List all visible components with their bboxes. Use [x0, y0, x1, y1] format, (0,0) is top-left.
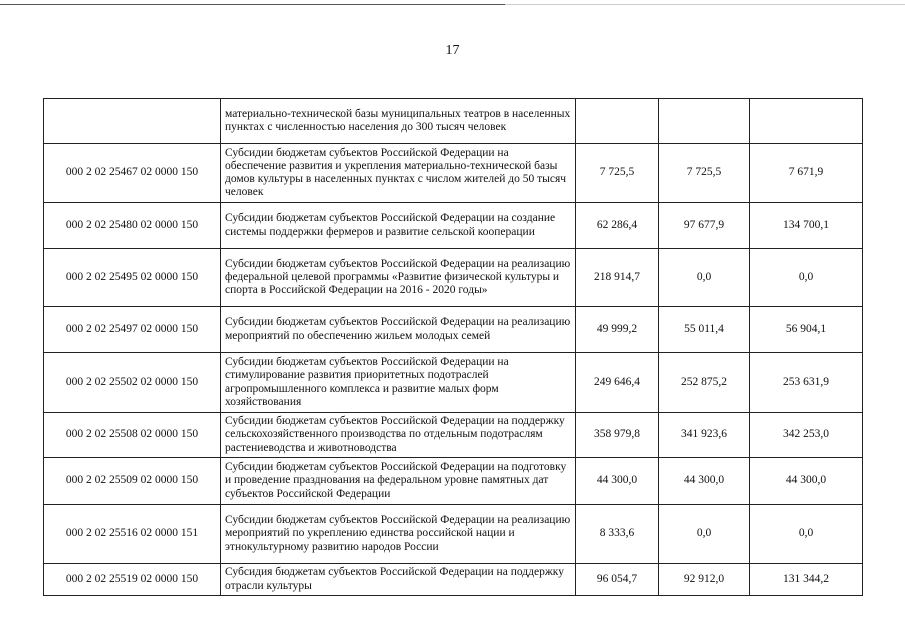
- subsidy-description: Субсидии бюджетам субъектов Российской Федерации на реализацию мероприятий по обеспечению жильем молодых семей: [221, 307, 576, 353]
- table-row: [44, 99, 863, 144]
- amount-year-2: 97 677,9: [659, 203, 750, 249]
- amount-year-3: 253 631,9: [750, 353, 863, 413]
- top-border-line: [0, 4, 505, 5]
- amount-year-1: 62 286,4: [576, 203, 659, 249]
- amount-year-3: 0,0: [750, 249, 863, 307]
- amount-year-2: 341 923,6: [659, 413, 750, 458]
- table-row: [44, 307, 863, 353]
- budget-code: 000 2 02 25497 02 0000 150: [44, 307, 221, 353]
- amount-year-1: [576, 99, 659, 144]
- subsidy-description: материально-технической базы муниципальных театров в населенных пунктах с численностью населения до 300 тысяч человек: [221, 99, 576, 144]
- page-number: 17: [445, 43, 460, 58]
- amount-year-1: 44 300,0: [576, 458, 659, 505]
- subsidy-description: Субсидия бюджетам субъектов Российской Федерации на поддержку отрасли культуры: [221, 564, 576, 596]
- subsidy-description: Субсидии бюджетам субъектов Российской Федерации на реализацию федеральной целевой программы «Развитие физической культуры и спорта в Российской Федерации на 2016 - 2020 годы»: [221, 249, 576, 307]
- amount-year-1: 249 646,4: [576, 353, 659, 413]
- amount-year-3: [750, 99, 863, 144]
- amount-year-2: 7 725,5: [659, 144, 750, 203]
- table-row: [44, 413, 863, 458]
- amount-year-3: 134 700,1: [750, 203, 863, 249]
- budget-code: 000 2 02 25502 02 0000 150: [44, 353, 221, 413]
- table-row: [44, 353, 863, 413]
- amount-year-1: 358 979,8: [576, 413, 659, 458]
- amount-year-2: 0,0: [659, 249, 750, 307]
- amount-year-1: 7 725,5: [576, 144, 659, 203]
- amount-year-1: 8 333,6: [576, 505, 659, 564]
- table-row: [44, 203, 863, 249]
- table-row: [44, 458, 863, 505]
- table-row: [44, 144, 863, 203]
- amount-year-2: 55 011,4: [659, 307, 750, 353]
- amount-year-3: 131 344,2: [750, 564, 863, 596]
- amount-year-2: 0,0: [659, 505, 750, 564]
- budget-table: [43, 98, 863, 596]
- amount-year-3: 0,0: [750, 505, 863, 564]
- amount-year-2: 44 300,0: [659, 458, 750, 505]
- budget-code: [44, 99, 221, 144]
- amount-year-2: [659, 99, 750, 144]
- subsidy-description: Субсидии бюджетам субъектов Российской Федерации на обеспечение развития и укрепления материально-технической базы домов культуры в населенных пунктах с числом жителей до 50 тысяч человек: [221, 144, 576, 203]
- subsidy-description: Субсидии бюджетам субъектов Российской Федерации на реализацию мероприятий по укреплению единства российской нации и этнокультурному развитию народов России: [221, 505, 576, 564]
- table-row: [44, 505, 863, 564]
- subsidy-description: Субсидии бюджетам субъектов Российской Федерации на стимулирование развития приоритетных подотраслей агропромышленного комплекса и развитие малых форм хозяйствования: [221, 353, 576, 413]
- subsidy-description: Субсидии бюджетам субъектов Российской Федерации на создание системы поддержки фермеров и развитие сельской кооперации: [221, 203, 576, 249]
- budget-code: 000 2 02 25508 02 0000 150: [44, 413, 221, 458]
- budget-code: 000 2 02 25519 02 0000 150: [44, 564, 221, 596]
- amount-year-1: 218 914,7: [576, 249, 659, 307]
- table-row: [44, 564, 863, 596]
- subsidy-description: Субсидии бюджетам субъектов Российской Федерации на подготовку и проведение празднования на федеральном уровне памятных дат субъектов Российской Федерации: [221, 458, 576, 505]
- budget-code: 000 2 02 25480 02 0000 150: [44, 203, 221, 249]
- subsidy-description: Субсидии бюджетам субъектов Российской Федерации на поддержку сельскохозяйственного производства по отдельным подотраслям растениеводства и животноводства: [221, 413, 576, 458]
- amount-year-2: 92 912,0: [659, 564, 750, 596]
- amount-year-1: 96 054,7: [576, 564, 659, 596]
- amount-year-1: 49 999,2: [576, 307, 659, 353]
- budget-code: 000 2 02 25516 02 0000 151: [44, 505, 221, 564]
- amount-year-3: 342 253,0: [750, 413, 863, 458]
- budget-code: 000 2 02 25467 02 0000 150: [44, 144, 221, 203]
- amount-year-3: 44 300,0: [750, 458, 863, 505]
- budget-code: 000 2 02 25509 02 0000 150: [44, 458, 221, 505]
- amount-year-3: 7 671,9: [750, 144, 863, 203]
- amount-year-2: 252 875,2: [659, 353, 750, 413]
- table-row: [44, 249, 863, 307]
- amount-year-3: 56 904,1: [750, 307, 863, 353]
- top-border-line-faint: [505, 4, 905, 5]
- budget-code: 000 2 02 25495 02 0000 150: [44, 249, 221, 307]
